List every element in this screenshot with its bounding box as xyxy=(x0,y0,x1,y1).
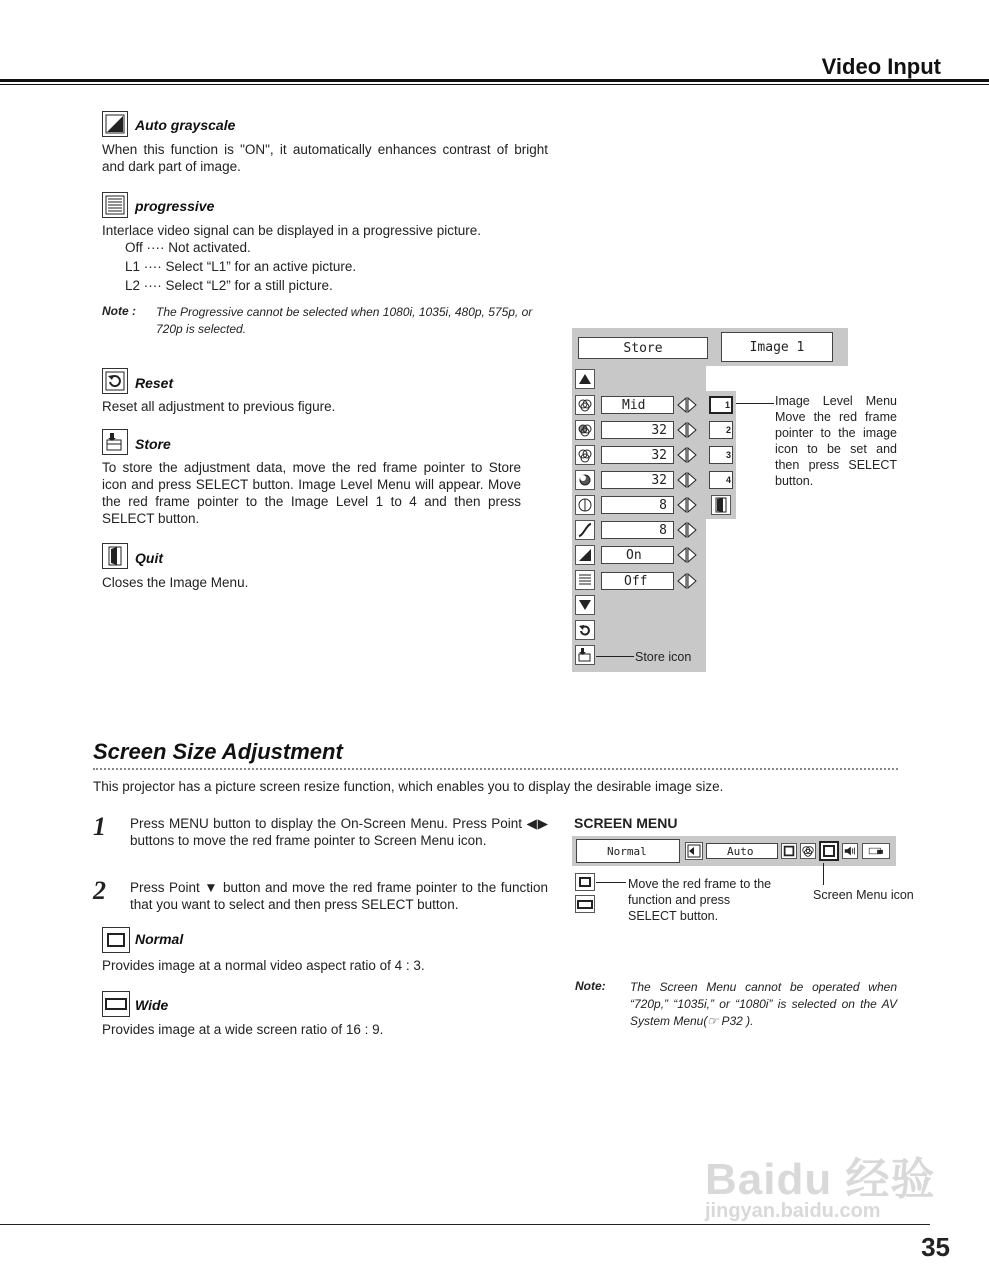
wide-screen-icon[interactable] xyxy=(575,895,595,913)
store-body: To store the adjustment data, move the red frame pointer to Store icon and press SELECT button. Image Level Menu will appear. Move the red frame pointer to the Image Level 1 to 4 and then press SELECT button. xyxy=(102,460,521,526)
progressive-option-off: Off ···· Not activated. xyxy=(125,240,251,255)
quit-body: Closes the Image Menu. xyxy=(102,575,249,590)
wide-body: Provides image at a wide screen ratio of 16 : 9. xyxy=(102,1022,384,1037)
image-value-field[interactable]: 32 xyxy=(601,446,674,464)
progressive-note-text: The Progressive cannot be selected when 1080i, 1035i, 480p, 575p, or 720p is selected. xyxy=(156,305,533,336)
store-menu-icon[interactable] xyxy=(575,645,595,665)
image-menu-store-field[interactable]: Store xyxy=(578,337,708,359)
gamma-icon[interactable] xyxy=(575,520,595,540)
screen-size-heading: Screen Size Adjustment xyxy=(93,739,343,764)
screen-menu-icon-callout: Screen Menu icon xyxy=(813,888,914,902)
dotted-rule xyxy=(93,768,898,770)
progressive-title: progressive xyxy=(135,198,215,214)
page-number: 35 xyxy=(921,1232,950,1262)
image-value-field[interactable]: On xyxy=(601,546,674,564)
image-level-number: 4 xyxy=(725,475,731,485)
progressive-menu-icon[interactable] xyxy=(575,570,595,590)
normal-icon xyxy=(102,927,130,953)
page-header-title: Video Input xyxy=(821,54,941,79)
image-value-field[interactable]: Off xyxy=(601,572,674,590)
adjust-arrows-icon[interactable] xyxy=(677,522,697,538)
sound-icon[interactable] xyxy=(842,843,858,859)
progressive-body: Interlace video signal can be displayed in a progressive picture. xyxy=(102,223,481,238)
image-menu-image-field[interactable]: Image 1 xyxy=(721,332,833,362)
screen-menu-heading: SCREEN MENU xyxy=(574,815,678,831)
image-level-number: 1 xyxy=(724,400,730,410)
screen-menu-color-icon[interactable] xyxy=(800,843,816,859)
step-number: 1 xyxy=(93,812,106,841)
auto-grayscale-body: When this function is "ON", it automatically enhances contrast of bright and dark part of image. xyxy=(102,142,548,174)
header-rule xyxy=(0,79,989,82)
screen-menu-auto-field[interactable]: Auto xyxy=(706,843,778,859)
reset-title: Reset xyxy=(135,375,174,391)
step-text: Press Point ▼ button and move the red frame pointer to the function that you want to select and then press SELECT button. xyxy=(130,880,548,912)
watermark-logo: Baidu 经验 xyxy=(705,1155,936,1204)
normal-title: Normal xyxy=(135,931,184,947)
white-balance-icon[interactable] xyxy=(575,445,595,465)
screen-menu-square-icon[interactable] xyxy=(781,843,797,859)
auto-grayscale-menu-icon[interactable] xyxy=(575,545,595,565)
progressive-option-l2: L2 ···· Select “L2” for a still picture. xyxy=(125,278,333,293)
callout-line xyxy=(596,656,634,657)
store-icon-callout: Store icon xyxy=(635,650,692,664)
normal-screen-icon[interactable] xyxy=(575,873,595,891)
footer-rule xyxy=(0,1224,930,1225)
adjust-arrows-icon[interactable] xyxy=(677,422,697,438)
image-level-1[interactable] xyxy=(709,396,733,414)
callout-line xyxy=(823,863,824,885)
wide-title: Wide xyxy=(135,997,169,1013)
callout-line xyxy=(596,882,626,883)
auto-grayscale-title: Auto grayscale xyxy=(135,117,236,133)
quit-menu-icon[interactable] xyxy=(711,495,731,515)
adjust-arrows-icon[interactable] xyxy=(677,397,697,413)
image-value-field[interactable]: Mid xyxy=(601,396,674,414)
quit-icon xyxy=(102,543,128,569)
step-number: 2 xyxy=(93,876,106,905)
progressive-option-l1: L1 ···· Select “L1” for an active picture. xyxy=(125,259,357,274)
adjust-arrows-icon[interactable] xyxy=(677,547,697,563)
adjust-arrows-icon[interactable] xyxy=(677,573,697,589)
image-value-field[interactable]: 32 xyxy=(601,421,674,439)
header-rule-thin xyxy=(0,84,989,85)
screen-menu-normal-field[interactable]: Normal xyxy=(576,839,680,863)
scroll-down-icon[interactable] xyxy=(575,595,595,615)
watermark-url: jingyan.baidu.com xyxy=(705,1200,881,1222)
screen-menu-note-text: The Screen Menu cannot be operated when “720p,” “1035i,” or “1080i” is selected on the AV System Menu(☞ P32 ). xyxy=(630,980,897,1028)
wide-icon xyxy=(102,991,130,1017)
callout-line xyxy=(736,403,774,404)
adjust-arrows-icon[interactable] xyxy=(677,472,697,488)
screen-size-intro: This projector has a picture screen resize function, which enables you to display the desirable image size. xyxy=(93,779,724,794)
screen-menu-icon[interactable] xyxy=(819,841,839,861)
store-title: Store xyxy=(135,436,171,452)
progressive-icon xyxy=(102,192,128,218)
image-level-callout: Image Level Menu Move the red frame pointer to the image icon to be set and then press SELECT button. xyxy=(775,394,897,488)
image-value-field[interactable]: 32 xyxy=(601,471,674,489)
adjust-arrows-icon[interactable] xyxy=(677,447,697,463)
image-value-field[interactable]: 8 xyxy=(601,521,674,539)
screen-menu-note-label: Note: xyxy=(575,979,606,993)
scroll-up-icon[interactable] xyxy=(575,369,595,389)
reset-body: Reset all adjustment to previous figure. xyxy=(102,399,336,414)
image-level-number: 3 xyxy=(725,450,731,460)
adjust-arrows-icon[interactable] xyxy=(677,497,697,513)
setting-icon[interactable] xyxy=(862,843,890,859)
color-temp-icon[interactable] xyxy=(575,470,595,490)
quit-title: Quit xyxy=(135,550,163,566)
sharpness-icon[interactable] xyxy=(575,495,595,515)
image-level-4[interactable] xyxy=(709,471,733,489)
progressive-note-label: Note : xyxy=(102,304,136,318)
image-value-field[interactable]: 8 xyxy=(601,496,674,514)
menu-enter-icon[interactable] xyxy=(685,842,703,860)
image-level-3[interactable] xyxy=(709,446,733,464)
screen-menu-move-callout: Move the red frame to the function and press SELECT button. xyxy=(628,877,772,923)
color-icon[interactable] xyxy=(575,395,595,415)
normal-body: Provides image at a normal video aspect ratio of 4 : 3. xyxy=(102,958,425,973)
auto-grayscale-icon xyxy=(102,111,128,137)
image-level-number: 2 xyxy=(725,425,731,435)
reset-icon xyxy=(102,368,128,394)
store-icon xyxy=(102,429,128,455)
tint-icon[interactable] xyxy=(575,420,595,440)
reset-menu-icon[interactable] xyxy=(575,620,595,640)
step-text: Press MENU button to display the On-Screen Menu. Press Point ◀▶ buttons to move the red frame pointer to Screen Menu icon. xyxy=(130,816,548,848)
image-level-2[interactable] xyxy=(709,421,733,439)
